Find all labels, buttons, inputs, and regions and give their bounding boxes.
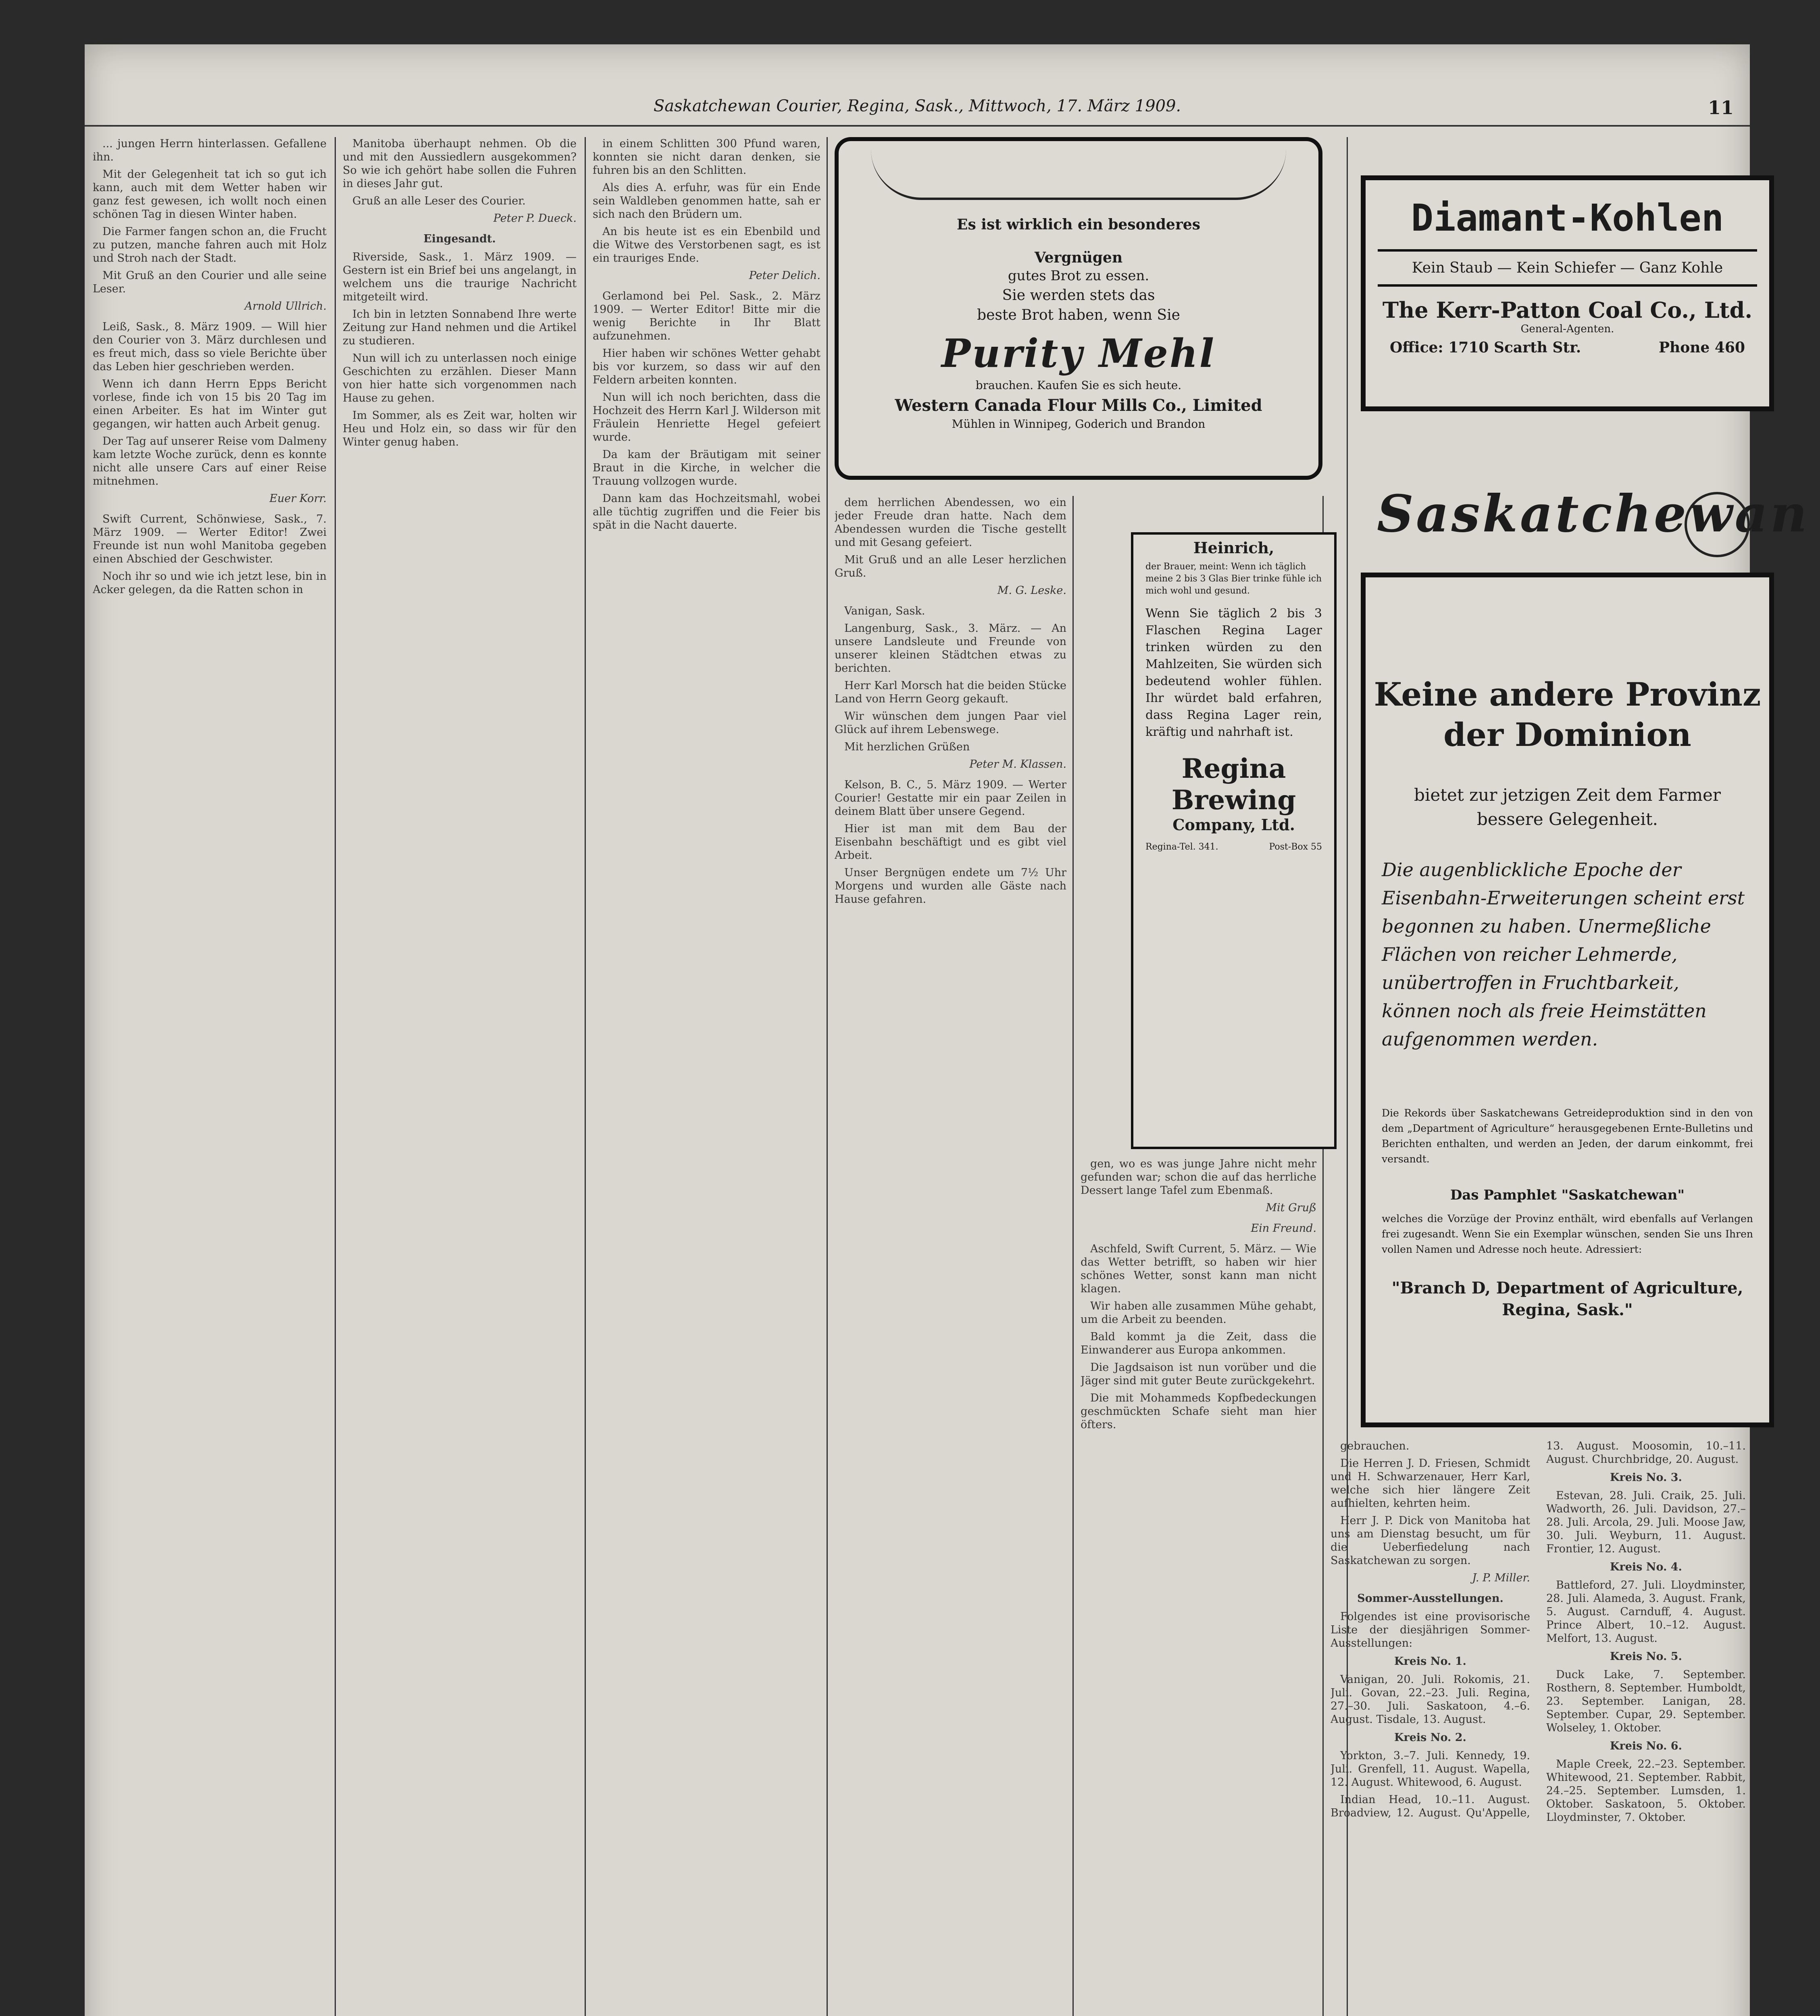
paragraph: Mit Gruß an den Courier und alle seine Leser.: [93, 269, 327, 295]
signature: Peter M. Klassen.: [969, 758, 1066, 771]
signature: Peter Delich.: [749, 269, 820, 282]
ad-title: Heinrich,: [1193, 539, 1274, 557]
telephone: Regina-Tel. 341.: [1145, 842, 1218, 852]
paragraph: in einem Schlitten 300 Pfund waren, konnten sie nicht daran denken, sie fuhren bis an den Schlitten.: [593, 137, 820, 177]
ad-subtitle: Kein Staub — Kein Schiefer — Ganz Kohle: [1378, 252, 1757, 287]
ad-body: Wenn Sie täglich 2 bis 3 Flaschen Regina Lager trinken würden zu den Mahlzeiten, Sie würden sich bedeutend wohler fühlen. Ihr würdet bald erfahren, dass Regina Lager rein, kräftig und nahrhaft ist.: [1145, 606, 1322, 739]
saskatchewan-ad: [1361, 573, 1774, 1427]
page-header: [85, 97, 1750, 127]
paragraph: Unser Bergnügen endete um 7½ Uhr Morgens und wurden alle Gäste nach Hause gefahren.: [835, 866, 1066, 906]
paragraph: Nun will ich noch berichten, dass die Hochzeit des Herrn Karl J. Wilderson mit Fräulein Henriette Hegel gefeiert wurde.: [593, 391, 820, 444]
signature: Mit Gruß: [1266, 1202, 1316, 1214]
provincial-seal-icon: [1685, 492, 1750, 557]
district-heading: Kreis No. 1.: [1394, 1655, 1466, 1668]
ad-body: Die augenblickliche Epoche der Eisenbahn-Erweiterungen scheint erst begonnen zu haben. Unermeßliche Flächen von reicher Lehmerde, unübertroffen in Fruchtbarkeit, können noch als freie Heimstätten aufgenommen werden.: [1382, 859, 1745, 1050]
pamphlet-body: welches die Vorzüge der Provinz enthält, wird ebenfalls auf Verlangen frei zugesandt. Wenn Sie ein Exemplar wünschen, senden Sie uns Ihren vollen Namen und Adresse noch heute. Adressiert:: [1382, 1213, 1753, 1255]
page-number: 11: [1708, 97, 1734, 119]
paragraph: Manitoba überhaupt nehmen. Ob die und mit den Aussiedlern ausgekommen? So wie ich gehört habe sollen die Fuhren in dieses Jahr gut.: [343, 137, 577, 190]
paragraph: Mit herzlichen Grüßen: [844, 741, 970, 753]
paragraph: Bald kommt ja die Zeit, dass die Einwanderer aus Europa ankommen.: [1081, 1331, 1316, 1356]
agents-label: General-Agenten.: [1520, 323, 1614, 335]
ornament-icon: [871, 149, 1286, 200]
banner-title: Saskatchewan: [1377, 484, 1810, 544]
paragraph: Wenn ich dann Herrn Epps Bericht vorlese, finde ich von 15 bis 20 Tag im einen Arbeiter. Es hat im Winter gut gegangen, wir hatten auch Arbeit genug.: [93, 378, 327, 430]
list-item: Maple Creek, 22.–23. September. Whitewood, 21. September. Rabbit, 24.–25. September. Lumsden, 1. Oktober. Saskatoon, 5. Oktober. Lloydminster, 7. Oktober.: [1546, 1758, 1746, 1824]
paragraph: Hier haben wir schönes Wetter gehabt bis vor kurzem, so dass wir auf den Feldern arbeiten konnten.: [593, 347, 820, 386]
brand-name: Regina Brewing: [1171, 753, 1296, 816]
paragraph: Ich bin in letzten Sonnabend Ihre werte Zeitung zur Hand nehmen und die Artikel zu studieren.: [343, 308, 577, 347]
paragraph: gebrauchen.: [1340, 1440, 1410, 1452]
column-rule: [827, 137, 828, 2016]
ad-line: brauchen. Kaufen Sie es sich heute.: [975, 379, 1182, 392]
coal-ad: [1361, 175, 1774, 411]
company-name: Western Canada Flour Mills Co., Limited: [895, 396, 1262, 415]
paragraph: Als dies A. erfuhr, was für ein Ende sein Waldleben genommen hatte, sah er sich nach den Brüdern um.: [593, 181, 820, 221]
regina-brewing-ad: [1131, 532, 1337, 1149]
office-address: Office: 1710 Scarth Str.: [1390, 339, 1581, 356]
newspaper-page: [85, 44, 1810, 2016]
paragraph: Die Farmer fangen schon an, die Frucht zu putzen, manche fahren auch mit Holz und Stroh nach der Stadt.: [93, 225, 327, 264]
saskatchewan-banner: [1361, 484, 1810, 564]
district-heading: Kreis No. 4.: [1610, 1561, 1682, 1573]
ad-address: "Branch D, Department of Agriculture, Regina, Sask.": [1391, 1279, 1743, 1319]
column-rule: [585, 137, 586, 2016]
ad-line: gutes Brot zu essen.: [1008, 268, 1149, 284]
ad-records: Die Rekords über Saskatchewans Getreideproduktion sind in den von dem „Department of Agriculture“ herausgegebenen Ernte-Bulletins und Berichten enthalten, und werden an Jeden, der darum einkommt, frei versandt.: [1382, 1107, 1753, 1165]
list-item: Indian Head, 10.–11. August. Broadview, 12. August. Qu'Appelle, 13. August. Moosomin, 10.–11. August. Churchbridge, 20. August.: [1331, 1440, 1746, 1819]
paragraph: dem herrlichen Abendessen, wo ein jeder Freude dran hatte. Nach dem Abendessen wurden die Tische gestellt und mit Gesang gefeiert.: [835, 496, 1066, 549]
paragraph: Wir haben alle zusammen Mühe gehabt, um die Arbeit zu beenden.: [1081, 1300, 1316, 1326]
paragraph: Im Sommer, als es Zeit war, holten wir Heu und Holz ein, so dass wir für den Winter genug haben.: [343, 409, 577, 448]
paragraph: Riverside, Sask., 1. März 1909. — Gestern ist ein Brief bei uns angelangt, in welchem uns die traurige Nachricht mitgeteilt wird.: [343, 251, 577, 303]
paragraph: Kelson, B. C., 5. März 1909. — Werter Courier! Gestatte mir ein paar Zeilen in deinem Blatt über unsere Gegend.: [835, 779, 1066, 818]
signature: Ein Freund.: [1251, 1222, 1316, 1235]
paragraph: Herr J. P. Dick von Manitoba hat uns am Dienstag besucht, um für die Ueberfiedelung nach Saskatchewan zu sorgen.: [1331, 1514, 1530, 1567]
purity-flour-ad: [835, 137, 1322, 480]
paragraph: Wir wünschen dem jungen Paar viel Glück auf ihrem Lebenswege.: [835, 710, 1066, 736]
signature: Peter P. Dueck.: [493, 212, 577, 225]
contact-row: [1145, 842, 1322, 852]
paragraph: Folgendes ist eine provisorische Liste der diesjährigen Sommer-Ausstellungen:: [1331, 1610, 1530, 1649]
paragraph: Die Herren J. D. Friesen, Schmidt und H. Schwarzenauer, Herr Karl, welche sich hier längere Zeit aufhielten, kehrten heim.: [1331, 1457, 1530, 1510]
phone-number: Phone 460: [1658, 339, 1745, 356]
paragraph: gen, wo es was junge Jahre nicht mehr gefunden war; schon die auf das herrliche Dessert lange Tafel zum Ebenmaß.: [1081, 1158, 1316, 1197]
list-item: Battleford, 27. Juli. Lloydminster, 28. Juli. Alameda, 3. August. Frank, 5. August. Carnduff, 4. August. Prince Albert, 10.–12. August. Melfort, 13. August.: [1546, 1579, 1746, 1645]
article-column-2: [343, 137, 577, 2016]
paragraph: Mit der Gelegenheit tat ich so gut ich kann, auch mit dem Wetter haben wir ganz fest gewesen, ich wollt noch einen schönen Tag in diesen Winter haben.: [93, 168, 327, 221]
ad-headline: Keine andere Provinz der Dominion: [1374, 675, 1761, 754]
district-heading: Kreis No. 3.: [1610, 1471, 1682, 1484]
paragraph: ... jungen Herrn hinterlassen. Gefallene ihn.: [93, 137, 327, 163]
contact-row: [1390, 339, 1745, 356]
brand-name: Purity Mehl: [941, 331, 1216, 376]
district-heading: Kreis No. 5.: [1610, 1650, 1682, 1663]
district-heading: Kreis No. 6.: [1610, 1740, 1682, 1752]
list-item: Yorkton, 3.–7. Juli. Kennedy, 19. Juli. Grenfell, 11. August. Wapella, 12. August. Whitewood, 6. August.: [1331, 1749, 1530, 1789]
ad-intro: bietet zur jetzigen Zeit dem Farmer bessere Gelegenheit.: [1414, 785, 1721, 829]
ad-quote: der Brauer, meint: Wenn ich täglich meine 2 bis 3 Glas Bier trinke fühle ich mich wohl und gesund.: [1145, 562, 1322, 596]
paragraph: Dann kam das Hochzeitsmahl, wobei alle tüchtig zugriffen und die Feier bis spät in die Nacht dauerte.: [593, 492, 820, 531]
column-rule: [335, 137, 336, 2016]
paragraph: Hier ist man mit dem Bau der Eisenbahn beschäftigt und es gibt viel Arbeit.: [835, 823, 1066, 862]
signature: J. P. Miller.: [1472, 1572, 1530, 1584]
ad-line: Sie werden stets das: [1002, 287, 1155, 304]
column-rule: [1072, 496, 1074, 2016]
header-title: Saskatchewan Courier, Regina, Sask., Mittwoch, 17. März 1909.: [653, 97, 1181, 115]
paragraph: Swift Current, Schönwiese, Sask., 7. März 1909. — Werter Editor! Zwei Freunde ist nun wohl Manitoba gegeben einen Abschied der Geschwister.: [93, 513, 327, 565]
paragraph: Der Tag auf unserer Reise vom Dalmeny kam letzte Woche zurück, denn es konnte nicht alle unsere Cars auf einer Reise mitnehmen.: [93, 435, 327, 487]
post-box: Post-Box 55: [1269, 842, 1322, 852]
signature: M. G. Leske.: [997, 584, 1066, 597]
paragraph: Die mit Mohammeds Kopfbedeckungen geschmückten Schafe sieht man hier öfters.: [1081, 1392, 1316, 1431]
signature: Arnold Ullrich.: [244, 300, 327, 312]
paragraph: Herr Karl Morsch hat die beiden Stücke Land von Herrn Georg gekauft.: [835, 679, 1066, 705]
paragraph: Gruß an alle Leser des Courier.: [352, 195, 526, 207]
ad-line: beste Brot haben, wenn Sie: [977, 307, 1180, 323]
list-item: Duck Lake, 7. September. Rosthern, 8. September. Humboldt, 23. September. Lanigan, 28. September. Cupar, 29. September. Wolseley, 1. Oktober.: [1546, 1668, 1746, 1734]
ad-line: Mühlen in Winnipeg, Goderich und Brandon: [952, 417, 1206, 431]
list-item: Vanigan, 20. Juli. Rokomis, 21. Juli. Govan, 22.–23. Juli. Regina, 27.–30. Juli. Saskatoon, 4.–6. August. Tisdale, 13. August.: [1331, 1673, 1530, 1726]
ad-title: Diamant-Kohlen: [1378, 180, 1757, 252]
exhibitions-column: [1331, 1439, 1746, 2016]
company-name: The Kerr-Patton Coal Co., Ltd.: [1382, 297, 1753, 323]
ad-line: Vergnügen: [1034, 249, 1123, 266]
paragraph: Leiß, Sask., 8. März 1909. — Will hier den Courier von 3. März durchlesen und es freut mich, dass so viele Berichte über das Leben hier geschrieben werden.: [93, 321, 327, 373]
article-column-3: [593, 137, 820, 2016]
company-name: Company, Ltd.: [1172, 816, 1295, 834]
paragraph: Gerlamond bei Pel. Sask., 2. März 1909. — Werter Editor! Bitte mir die wenig Berichte in Ihr Blatt aufzunehmen.: [593, 290, 820, 342]
paragraph: Aschfeld, Swift Current, 5. März. — Wie das Wetter betrifft, so haben wir hier schönes Wetter, sonst kann man nicht klagen.: [1081, 1243, 1316, 1295]
section-title: Eingesandt.: [423, 233, 496, 245]
paragraph: Mit Gruß und an alle Leser herzlichen Gruß.: [835, 554, 1066, 579]
list-item: Estevan, 28. Juli. Craik, 25. Juli. Wadworth, 26. Juli. Davidson, 27.–28. Juli. Arcola, 29. Juli. Moose Jaw, 30. Juli. Weyburn, 11. August. Frontier, 12. August.: [1546, 1489, 1746, 1555]
pamphlet-title: Das Pamphlet "Saskatchewan": [1450, 1187, 1685, 1203]
paragraph: Noch ihr so und wie ich jetzt lese, bin in Acker gelegen, da die Ratten schon in: [93, 570, 327, 596]
article-column-4: [835, 496, 1066, 2016]
paragraph: Vanigan, Sask.: [844, 605, 925, 617]
article-column-5: [1081, 1157, 1316, 2016]
signature: Euer Korr.: [269, 492, 327, 505]
paragraph: Die Jagdsaison ist nun vorüber und die Jäger sind mit guter Beute zurückgekehrt.: [1081, 1361, 1316, 1387]
article-column-1: [93, 137, 327, 2016]
district-heading: Kreis No. 2.: [1394, 1731, 1466, 1744]
paragraph: Langenburg, Sask., 3. März. — An unsere Landsleute und Freunde von unserer kleinen Städtchen etwas zu berichten.: [835, 622, 1066, 675]
paragraph: Da kam der Bräutigam mit seiner Braut in die Kirche, in welcher die Trauung vollzogen wurde.: [593, 448, 820, 487]
ad-line: Es ist wirklich ein besonderes: [957, 216, 1200, 233]
paragraph: An bis heute ist es ein Ebenbild und die Witwe des Verstorbenen sagt, es ist ein trauriges Ende.: [593, 225, 820, 264]
section-title: Sommer-Ausstellungen.: [1357, 1592, 1503, 1605]
paragraph: Nun will ich zu unterlassen noch einige Geschichten zu erzählen. Dieser Mann von hier hatte sich vorgenommen nach Hause zu gehen.: [343, 352, 577, 404]
